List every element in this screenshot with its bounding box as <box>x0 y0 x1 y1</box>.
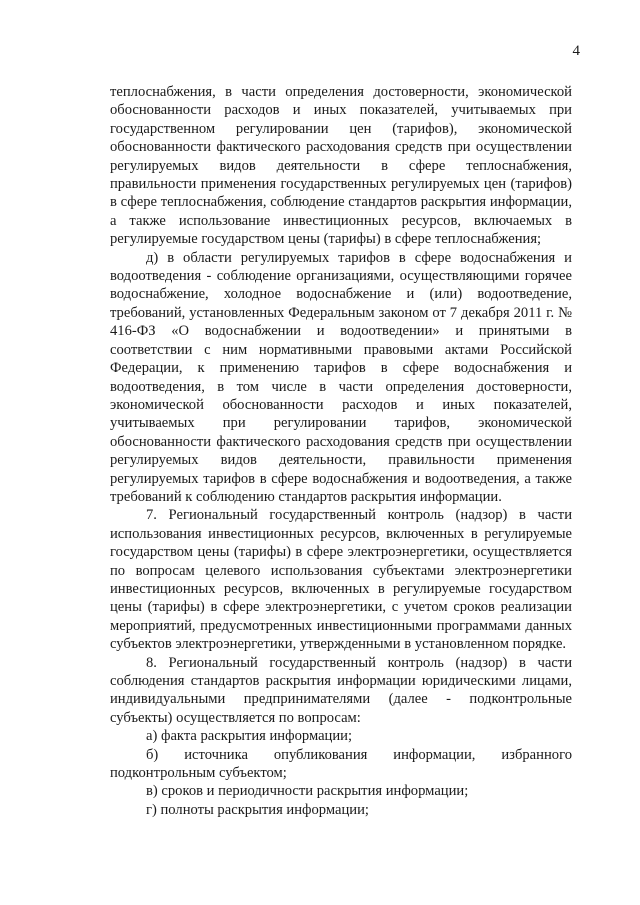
list-item-v: в) сроков и периодичности раскрытия информации; <box>146 783 469 800</box>
list-item-b: б) источника опубликования информации, избранного подконтрольным субъектом; <box>110 746 572 782</box>
paragraph-item-d-water-supply: д) в области регулируемых тарифов в сфере водоснабжения и водоотведения - соблюдение организациями, осуществляющими горячее водоснабжение, холодное водоснабжение и (или) водоотведение, требований, установленных Федеральным законом от 7 декабря 2011 г. № 416-ФЗ «О водоснабжении и водоотведении» и принятыми в соответствии с ним нормативными правовыми актами Российской Федерации, к применению тарифов в сфере водоснабжения и водоотведения, в том числе в части определения достоверности, экономической обоснованности расходов и иных показателей, учитываемых при регулировании тарифов, экономической обоснованности фактического расходования средств при осуществлении регулируемых видов деятельности, правильности применения регулируемых тарифов в сфере водоснабжения и водоотведения, а также требований к соблюдению стандартов раскрытия информации. <box>110 249 572 505</box>
paragraph-item-8-disclosure-standards: 8. Региональный государственный контроль (надзор) в части соблюдения стандартов раскрытия информации юридическими лицами, индивидуальными предпринимателями (далее - подконтрольные субъекты) осуществляется по вопросам: <box>110 654 572 726</box>
list-item-a: а) факта раскрытия информации; <box>146 728 353 745</box>
document-body <box>110 83 572 819</box>
list-item-g: г) полноты раскрытия информации; <box>146 801 369 818</box>
paragraph-heat-supply-continuation: теплоснабжения, в части определения достоверности, экономической обоснованности расходов и иных показателей, учитываемых при государственном регулировании цен (тарифов), экономической обоснованности фактического расходования средств при осуществлении регулируемых видов деятельности в сфере теплоснабжения, правильности применения государственных регулируемых цен (тарифов) в сфере теплоснабжения, соблюдение стандартов раскрытия информации, а также использование инвестиционных ресурсов, включаемых в регулируемые государством цены (тарифы) в сфере теплоснабжения; <box>110 84 572 248</box>
paragraph-item-7-electric-power: 7. Региональный государственный контроль (надзор) в части использования инвестиционных ресурсов, включенных в регулируемые государством цены (тарифы) в сфере электроэнергетики, осуществляется по вопросам целевого использования субъектами электроэнергетики инвестиционных ресурсов, включенных в регулируемые государством цены (тарифы) в сфере электроэнергетики, с учетом сроков реализации мероприятий, предусмотренных инвестиционными программами данных субъектов электроэнергетики, утвержденными в установленном порядке. <box>110 507 572 653</box>
page-number: 4 <box>572 43 580 59</box>
